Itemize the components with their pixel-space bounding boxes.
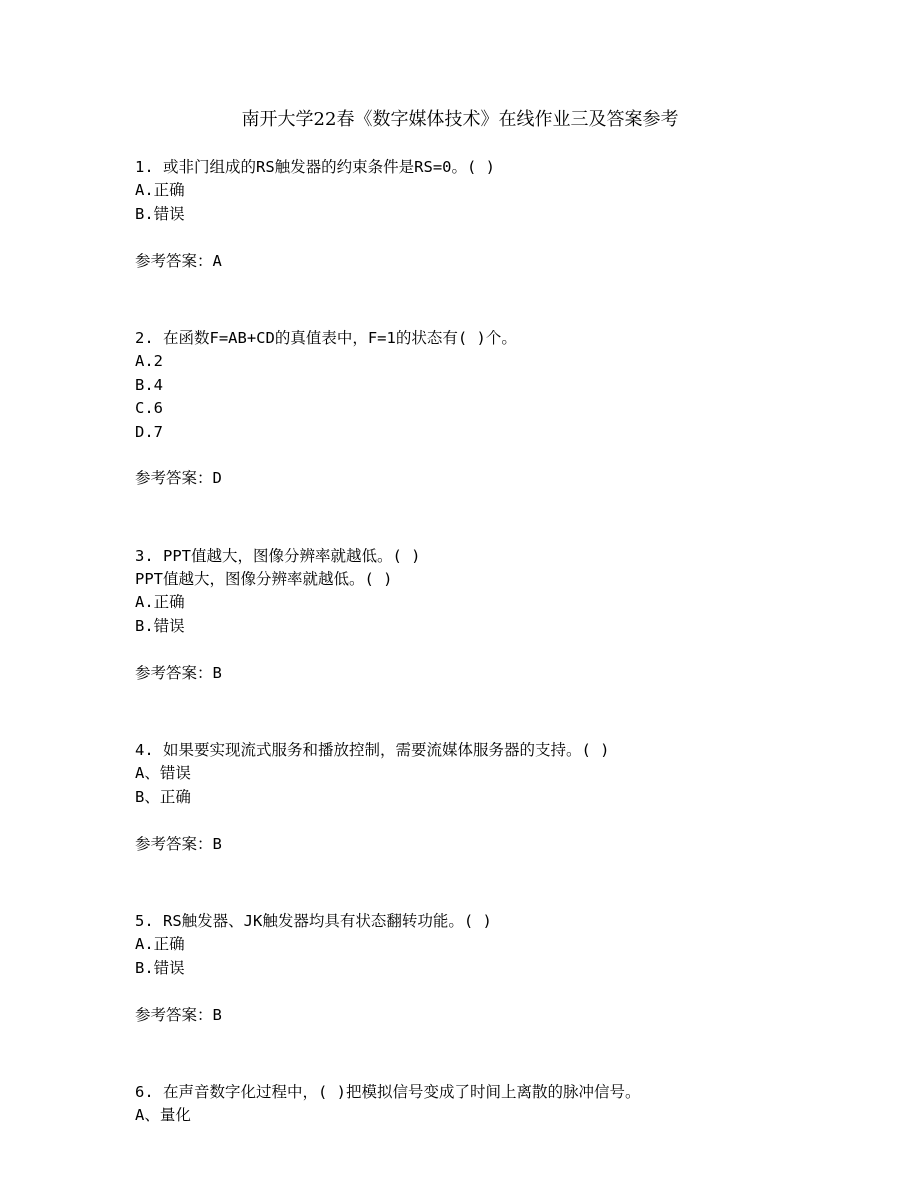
question-number: 6. <box>135 1082 154 1101</box>
question-text: 如果要实现流式服务和播放控制，需要流媒体服务器的支持。( ) <box>163 741 610 760</box>
question-stem <box>135 545 835 568</box>
option-b: B.错误 <box>135 958 185 977</box>
question-number: 5. <box>135 911 154 930</box>
question-stem <box>135 1081 835 1104</box>
question-stem <box>135 739 835 762</box>
question-3 <box>135 545 835 685</box>
question-text: 或非门组成的RS触发器的约束条件是RS=0。( ) <box>163 158 496 176</box>
document-title: 南开大学22春《数字媒体技术》在线作业三及答案参考 <box>241 109 679 130</box>
reference-answer: 参考答案：B <box>135 663 222 682</box>
question-stem <box>135 156 835 179</box>
question-2 <box>135 327 835 491</box>
option-b: B、正确 <box>135 787 191 806</box>
question-text: 在函数F=AB+CD的真值表中，F=1的状态有( )个。 <box>163 328 517 347</box>
question-stem <box>135 327 835 350</box>
question-list <box>135 156 835 1182</box>
question-stem-repeat: PPT值越大，图像分辨率就越低。( ) <box>135 570 393 589</box>
question-5 <box>135 910 835 1027</box>
question-stem <box>135 910 835 933</box>
option-b: B.错误 <box>135 616 185 635</box>
reference-answer: 参考答案：A <box>135 251 222 270</box>
question-6 <box>135 1081 835 1128</box>
option-c: C.6 <box>135 399 163 418</box>
reference-answer: 参考答案：B <box>135 834 222 853</box>
question-number: 4. <box>135 741 154 760</box>
question-number: 2. <box>135 328 154 347</box>
option-b: B.4 <box>135 375 163 394</box>
reference-answer: 参考答案：D <box>135 469 222 488</box>
option-a: A.正确 <box>135 935 185 954</box>
question-number: 1. <box>135 158 154 176</box>
option-a: A、错误 <box>135 764 191 783</box>
question-text: RS触发器、JK触发器均具有状态翻转功能。( ) <box>163 911 492 930</box>
option-a: A.正确 <box>135 181 185 200</box>
question-4 <box>135 739 835 856</box>
option-b: B.错误 <box>135 204 185 223</box>
question-text: 在声音数字化过程中，( )把模拟信号变成了时间上离散的脉冲信号。 <box>163 1082 641 1101</box>
reference-answer: 参考答案：B <box>135 1005 222 1024</box>
option-a: A.正确 <box>135 593 185 612</box>
question-text: PPT值越大，图像分辨率就越低。( ) <box>163 546 421 565</box>
option-a: A、量化 <box>135 1106 191 1125</box>
option-a: A.2 <box>135 352 163 371</box>
question-number: 3. <box>135 546 154 565</box>
question-1 <box>135 156 835 273</box>
option-d: D.7 <box>135 422 163 441</box>
